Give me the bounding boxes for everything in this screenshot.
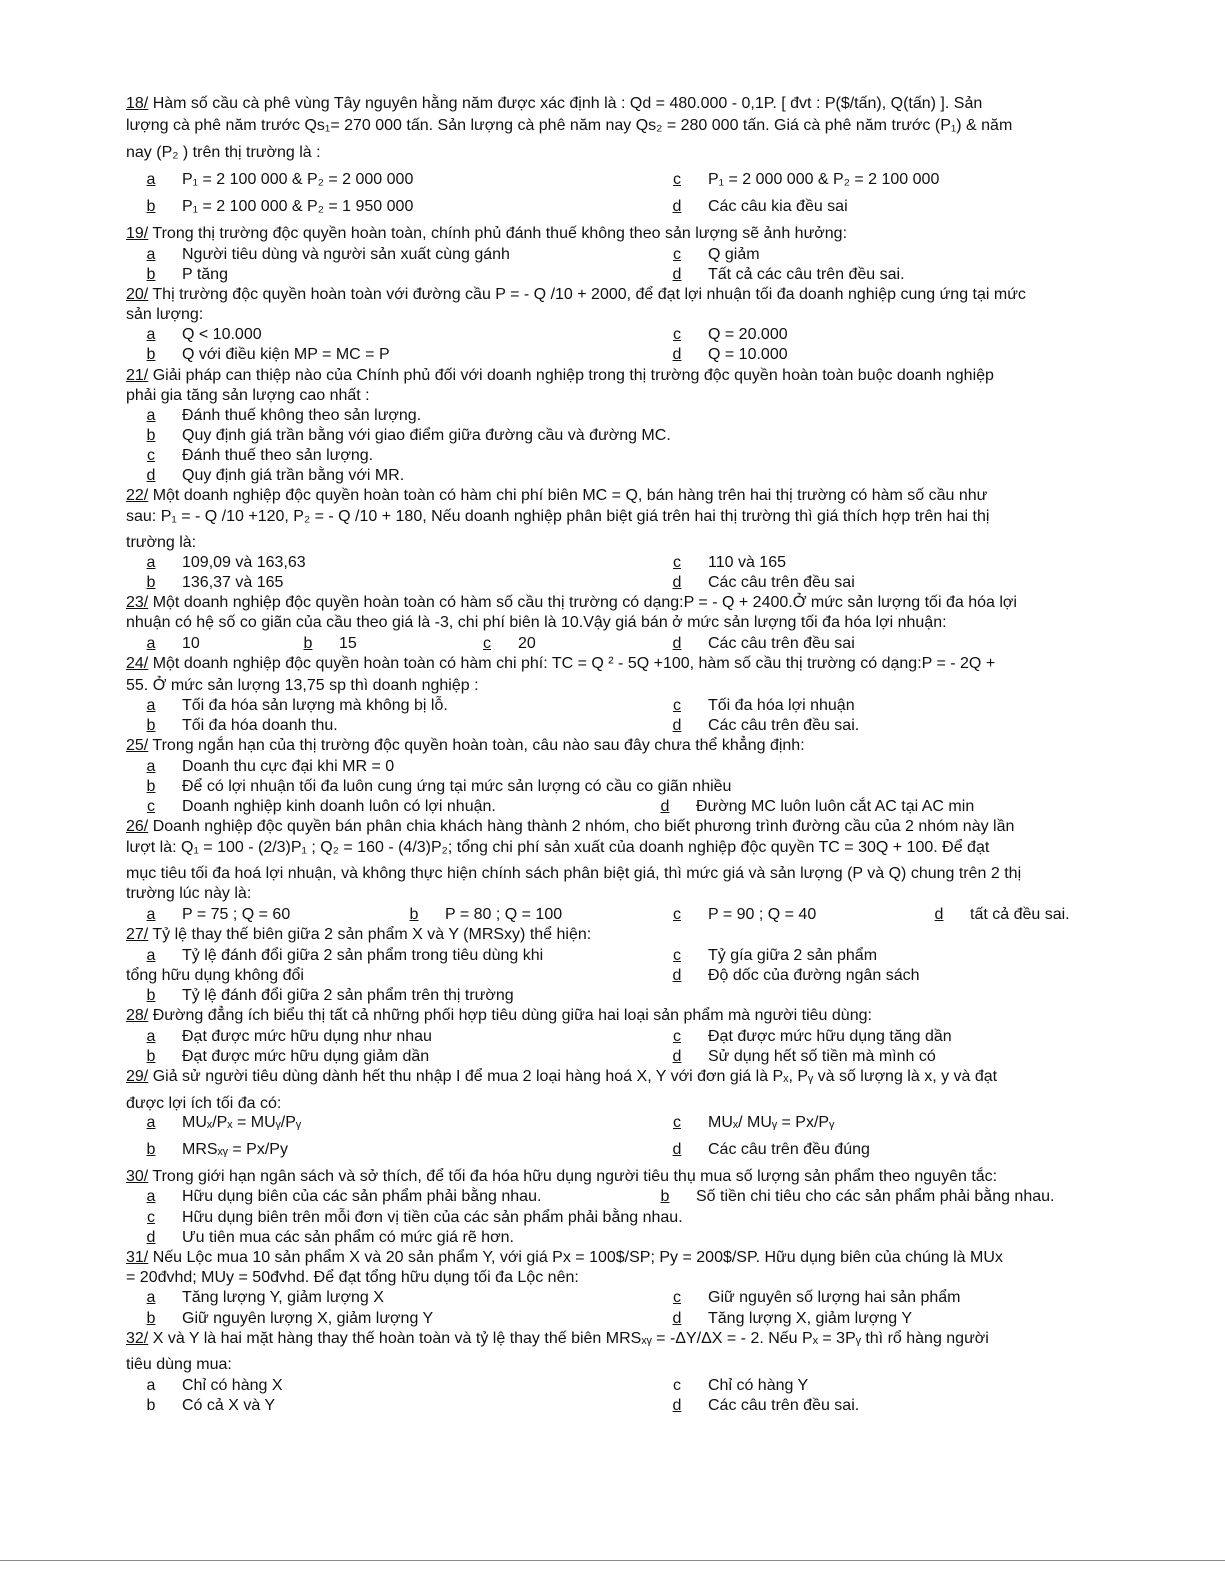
question-number: 24/	[126, 655, 149, 672]
question-text: Thị trường độc quyền hoàn toàn với đường cầu P = - Q /10 + 2000, để đạt lợi nhuận tối đa doanh nghiệp cung ứng tại mức	[152, 286, 1026, 303]
option-letter: d	[672, 1397, 682, 1414]
question-number: 31/	[126, 1249, 149, 1266]
option-letter: d	[672, 635, 682, 652]
question-30-line-1	[126, 1167, 997, 1187]
option-letter: a	[146, 1114, 156, 1131]
question-20-line-1	[126, 285, 1026, 305]
option-text: Các câu trên đều sai.	[708, 1397, 860, 1414]
option-text: P = 75 ; Q = 60	[182, 906, 291, 923]
option-letter: a	[146, 171, 156, 188]
option-letter: a	[146, 947, 156, 964]
question-22-line-2: sau: P₁ = - Q /10 +120, P₂ = - Q /10 + 180, Nếu doanh nghiệp phân biệt giá trên hai thị trường thì giá thích hợp trên hai thị	[126, 508, 990, 525]
option-letter: b	[146, 574, 156, 591]
option-letter: c	[673, 1289, 681, 1306]
question-number: 18/	[126, 95, 149, 112]
option-text: Đạt được mức hữu dụng giảm dần	[182, 1048, 430, 1065]
option-text: Q với điều kiện MP = MC = P	[182, 346, 390, 363]
question-number: 32/	[126, 1330, 149, 1347]
question-23-line-1	[126, 593, 1017, 613]
option-text: P₁ = 2 100 000 & P₂ = 1 950 000	[182, 198, 414, 215]
option-text: Đạt được mức hữu dụng tăng dần	[708, 1028, 952, 1045]
option-letter: c	[673, 171, 681, 188]
option-text: Tăng lượng Y, giảm lượng X	[182, 1289, 384, 1306]
question-text: Giải pháp can thiệp nào của Chính phủ đối với doanh nghiệp trong thị trường độc quyền hoàn toàn buộc doanh nghiệp	[152, 367, 994, 384]
option-letter: a	[146, 326, 156, 343]
question-31-line-1	[126, 1248, 1003, 1268]
option-letter: a	[146, 407, 156, 424]
question-number: 26/	[126, 818, 149, 835]
option-letter: c	[147, 447, 155, 464]
option-letter: d	[672, 717, 682, 734]
option-text: Có cả X và Y	[182, 1397, 276, 1414]
option-text: Doanh nghiệp kinh doanh luôn có lợi nhuận.	[182, 798, 496, 815]
option-letter: d	[672, 266, 682, 283]
option-text: Tăng lượng X, giảm lượng Y	[708, 1310, 912, 1327]
question-18-line-1	[126, 94, 982, 114]
option-letter: a	[146, 1028, 156, 1045]
question-23-line-2: nhuận có hệ số co giãn của cầu theo giá là -3, chi phí biên là 10.Vậy giá bán ở mức sản lượng tối đa hóa lợi nhuận:	[126, 614, 947, 631]
question-text: Một doanh nghiệp độc quyền hoàn toàn có hàm chi phí biên MC = Q, bán hàng trên hai thị trường có hàm số cầu như	[152, 487, 988, 504]
question-text: Doanh nghiệp độc quyền bán phân chia khách hàng thành 2 nhóm, cho biết phương trình đường cầu của 2 nhóm này lần	[152, 818, 1015, 835]
option-letter: a	[146, 758, 156, 775]
option-letter: c	[673, 697, 681, 714]
question-text: X và Y là hai mặt hàng thay thế hoàn toàn và tỷ lệ thay thế biên MRSₓᵧ = -ΔY/ΔX = - 2. Nếu Pₓ = 3Pᵧ thì rổ hàng người	[152, 1330, 989, 1347]
question-text: Hàm số cầu cà phê vùng Tây nguyên hằng năm được xác định là : Qd = 480.000 - 0,1P. [ đvt : P($/tấn), Q(tấn) ]. Sản	[152, 95, 983, 112]
question-text: Đường đẳng ích biểu thị tất cả những phối hợp tiêu dùng giữa hai loại sản phẩm mà người tiêu dùng:	[152, 1007, 872, 1024]
question-26-line-3: mục tiêu tối đa hoá lợi nhuận, và không thực hiện chính sách phân biệt giá, thì mức giá và sản lượng (P và Q) chung trên 2 thị	[126, 865, 1022, 882]
question-text: Một doanh nghiệp độc quyền hoàn toàn có hàm chi phí: TC = Q ² - 5Q +100, hàm số cầu thị trường có dạng:P = - 2Q +	[152, 655, 996, 672]
option-letter: c	[673, 947, 681, 964]
option-text: Để có lợi nhuận tối đa luôn cung ứng tại mức sản lượng có cầu co giãn nhiều	[182, 778, 732, 795]
question-22-line-1	[126, 486, 987, 506]
option-letter: c	[673, 246, 681, 263]
option-text: Tỷ gía giữa 2 sản phẩm	[708, 947, 878, 964]
option-text: Giữ nguyên lượng X, giảm lượng Y	[182, 1310, 434, 1327]
option-letter: a	[146, 906, 156, 923]
option-letter: d	[672, 198, 682, 215]
option-text: Hữu dụng biên của các sản phẩm phải bằng nhau.	[182, 1188, 542, 1205]
option-text: MUₓ/ MUᵧ = Px/Pᵧ	[708, 1114, 835, 1131]
option-letter: d	[672, 574, 682, 591]
option-letter: a	[146, 635, 156, 652]
question-text: Trong thị trường độc quyền hoàn toàn, chính phủ đánh thuế không theo sản lượng sẽ ảnh hưởng:	[152, 225, 848, 242]
question-26-line-4: trường lúc này là:	[126, 885, 252, 902]
question-22-line-3: trường là:	[126, 534, 197, 551]
option-text: MRSₓᵧ = Px/Py	[182, 1141, 288, 1158]
question-25-line-1	[126, 736, 805, 756]
option-text: Giữ nguyên số lượng hai sản phẩm	[708, 1289, 961, 1306]
question-text: Tỷ lệ thay thế biên giữa 2 sản phẩm X và Y (MRSxy) thể hiện:	[152, 926, 592, 943]
question-text: Một doanh nghiệp độc quyền hoàn toàn có hàm số cầu thị trường có dạng:P = - Q + 2400.Ở mức sản lượng tối đa hóa lợi	[152, 594, 1017, 611]
option-text: P = 90 ; Q = 40	[708, 906, 817, 923]
option-letter: b	[146, 778, 156, 795]
option-text: Quy định giá trần bằng với giao điểm giữa đường cầu và đường MC.	[182, 427, 671, 444]
question-19-line-1	[126, 224, 847, 244]
option-text: Tối đa hóa doanh thu.	[182, 717, 338, 734]
option-text: tất cả đều sai.	[970, 906, 1070, 923]
option-text: Đạt được mức hữu dụng như nhau	[182, 1028, 432, 1045]
option-letter: c	[483, 635, 491, 652]
option-letter: c	[673, 554, 681, 571]
option-text: Số tiền chi tiêu cho các sản phẩm phải bằng nhau.	[696, 1188, 1055, 1205]
option-letter: d	[672, 1141, 682, 1158]
option-text: 15	[339, 635, 357, 652]
question-21-line-1	[126, 366, 994, 386]
option-text: Chỉ có hàng X	[182, 1377, 283, 1394]
option-text: Tối đa hóa sản lượng mà không bị lỗ.	[182, 697, 448, 714]
question-31-line-2: = 20đvhd; MUy = 50đvhd. Để đạt tổng hữu dụng tối đa Lộc nên:	[126, 1269, 579, 1286]
option-text: Chỉ có hàng Y	[708, 1377, 809, 1394]
option-text: Các câu trên đều sai.	[708, 717, 860, 734]
option-text: Quy định giá trần bằng với MR.	[182, 467, 405, 484]
option-text: Doanh thu cực đại khi MR = 0	[182, 758, 395, 775]
option-letter: c	[147, 798, 155, 815]
option-letter: b	[146, 1141, 156, 1158]
option-letter: c	[147, 1209, 155, 1226]
option-letter: b	[146, 427, 156, 444]
question-24-line-1	[126, 654, 995, 674]
option-text: 136,37 và 165	[182, 574, 284, 591]
option-letter: c	[673, 326, 681, 343]
option-letter: c	[673, 1114, 681, 1131]
option-text: Đánh thuế theo sản lượng.	[182, 447, 374, 464]
question-number: 20/	[126, 286, 149, 303]
option-text: Tỷ lệ đánh đổi giữa 2 sản phẩm trong tiêu dùng khi	[182, 947, 544, 964]
option-letter: a	[146, 1289, 156, 1306]
option-text: Độ dốc của đường ngân sách	[708, 967, 920, 984]
option-letter: c	[673, 1028, 681, 1045]
question-18-line-2: lượng cà phê năm trước Qs₁= 270 000 tấn. Sản lượng cà phê năm nay Qs₂ = 280 000 tấn. Giá cà phê năm trước (P₁) & năm	[126, 117, 1013, 134]
page-bottom-rule	[0, 1560, 1225, 1561]
option-text: Người tiêu dùng và người sản xuất cùng gánh	[182, 246, 510, 263]
option-letter: b	[409, 906, 419, 923]
option-letter: b	[303, 635, 313, 652]
option-letter: a	[146, 554, 156, 571]
question-26-line-1	[126, 817, 1014, 837]
question-number: 28/	[126, 1007, 149, 1024]
option-letter: b	[146, 266, 156, 283]
option-text: Tỷ lệ đánh đổi giữa 2 sản phẩm trên thị trường	[182, 987, 514, 1004]
question-20-line-2: sản lượng:	[126, 306, 204, 323]
question-32-line-1	[126, 1329, 989, 1349]
question-number: 29/	[126, 1068, 149, 1085]
option-letter: b	[146, 198, 156, 215]
question-number: 23/	[126, 594, 149, 611]
question-number: 19/	[126, 225, 149, 242]
option-text: Đường MC luôn luôn cắt AC tại AC min	[696, 798, 975, 815]
option-letter: d	[672, 1310, 682, 1327]
option-text: 110 và 165	[708, 554, 786, 571]
question-32-line-2: tiêu dùng mua:	[126, 1356, 232, 1373]
option-text: Các câu trên đều sai	[708, 574, 855, 591]
option-text: 20	[518, 635, 536, 652]
question-text: Nếu Lộc mua 10 sản phẩm X và 20 sản phẩm Y, với giá Px = 100$/SP; Py = 200$/SP. Hữu dụng biên của chúng là MUx	[152, 1249, 1003, 1266]
question-number: 27/	[126, 926, 149, 943]
question-18-line-3: nay (P₂ ) trên thị trường là :	[126, 144, 321, 161]
option-letter: d	[934, 906, 944, 923]
option-text: Q giảm	[708, 246, 760, 263]
option-text: Hữu dụng biên trên mỗi đơn vị tiền của các sản phẩm phải bằng nhau.	[182, 1209, 683, 1226]
option-letter: b	[146, 987, 156, 1004]
option-text: Q = 10.000	[708, 346, 788, 363]
question-21-line-2: phải gia tăng sản lượng cao nhất :	[126, 387, 370, 404]
option-text: 109,09 và 163,63	[182, 554, 306, 571]
option-text: P₁ = 2 100 000 & P₂ = 2 000 000	[182, 171, 414, 188]
option-letter: b	[146, 1397, 156, 1414]
question-28-line-1	[126, 1006, 872, 1026]
option-text: Các câu trên đều sai	[708, 635, 855, 652]
question-number: 22/	[126, 487, 149, 504]
option-text: Các câu trên đều đúng	[708, 1141, 870, 1158]
question-text: Trong giới hạn ngân sách và sở thích, để tối đa hóa hữu dụng người tiêu thụ mua số lượng sản phẩm theo nguyên tắc:	[152, 1168, 998, 1185]
option-text: Ưu tiên mua các sản phẩm có mức giá rẽ hơn.	[182, 1229, 514, 1246]
option-letter: a	[146, 697, 156, 714]
option-text: Đánh thuế không theo sản lượng.	[182, 407, 422, 424]
option-letter: d	[146, 1229, 156, 1246]
option-letter: b	[146, 346, 156, 363]
option-letter: b	[660, 1188, 670, 1205]
option-text: MUₓ/Pₓ = MUᵧ/Pᵧ	[182, 1114, 302, 1131]
option-text: Q < 10.000	[182, 326, 262, 343]
question-26-line-2: lượt là: Q₁ = 100 - (2/3)P₁ ; Q₂ = 160 - (4/3)P₂; tổng chi phí sản xuất của doanh nghiệp độc quyền TC = 30Q + 100. Để đạt	[126, 839, 990, 856]
option-text: Các câu kia đều sai	[708, 198, 848, 215]
question-text: Giả sử người tiêu dùng dành hết thu nhập I để mua 2 loại hàng hoá X, Y với đơn giá là Pₓ, Pᵧ và số lượng là x, y và đạt	[152, 1068, 998, 1085]
option-text: Q = 20.000	[708, 326, 788, 343]
option-letter: d	[672, 346, 682, 363]
option-text: P₁ = 2 000 000 & P₂ = 2 100 000	[708, 171, 940, 188]
question-number: 25/	[126, 737, 149, 754]
option-letter: d	[672, 967, 682, 984]
option-letter: a	[146, 1188, 156, 1205]
question-number: 30/	[126, 1168, 149, 1185]
option-letter: d	[146, 467, 156, 484]
option-letter: d	[660, 798, 670, 815]
option-text: Tối đa hóa lợi nhuận	[708, 697, 855, 714]
question-24-line-2: 55. Ở mức sản lượng 13,75 sp thì doanh nghiệp :	[126, 677, 479, 694]
option-letter: c	[673, 1377, 681, 1394]
question-27-line-1	[126, 925, 591, 945]
question-29-line-2: được lợi ích tối đa có:	[126, 1095, 282, 1112]
option-letter: d	[672, 1048, 682, 1065]
option-letter: a	[146, 246, 156, 263]
option-letter: a	[146, 1377, 156, 1394]
option-text: Tất cả các câu trên đều sai.	[708, 266, 905, 283]
option-text: Sử dụng hết số tiền mà mình có	[708, 1048, 936, 1065]
option-text: P tăng	[182, 266, 228, 283]
question-number: 21/	[126, 367, 149, 384]
option-letter: b	[146, 717, 156, 734]
option-a-continuation: tổng hữu dụng không đổi	[126, 967, 304, 984]
option-letter: b	[146, 1048, 156, 1065]
question-29-line-1	[126, 1067, 997, 1087]
option-letter: c	[673, 906, 681, 923]
option-text: 10	[182, 635, 200, 652]
option-text: P = 80 ; Q = 100	[445, 906, 563, 923]
question-text: Trong ngắn hạn của thị trường độc quyền hoàn toàn, câu nào sau đây chưa thể khẳng định:	[152, 737, 805, 754]
option-letter: b	[146, 1310, 156, 1327]
